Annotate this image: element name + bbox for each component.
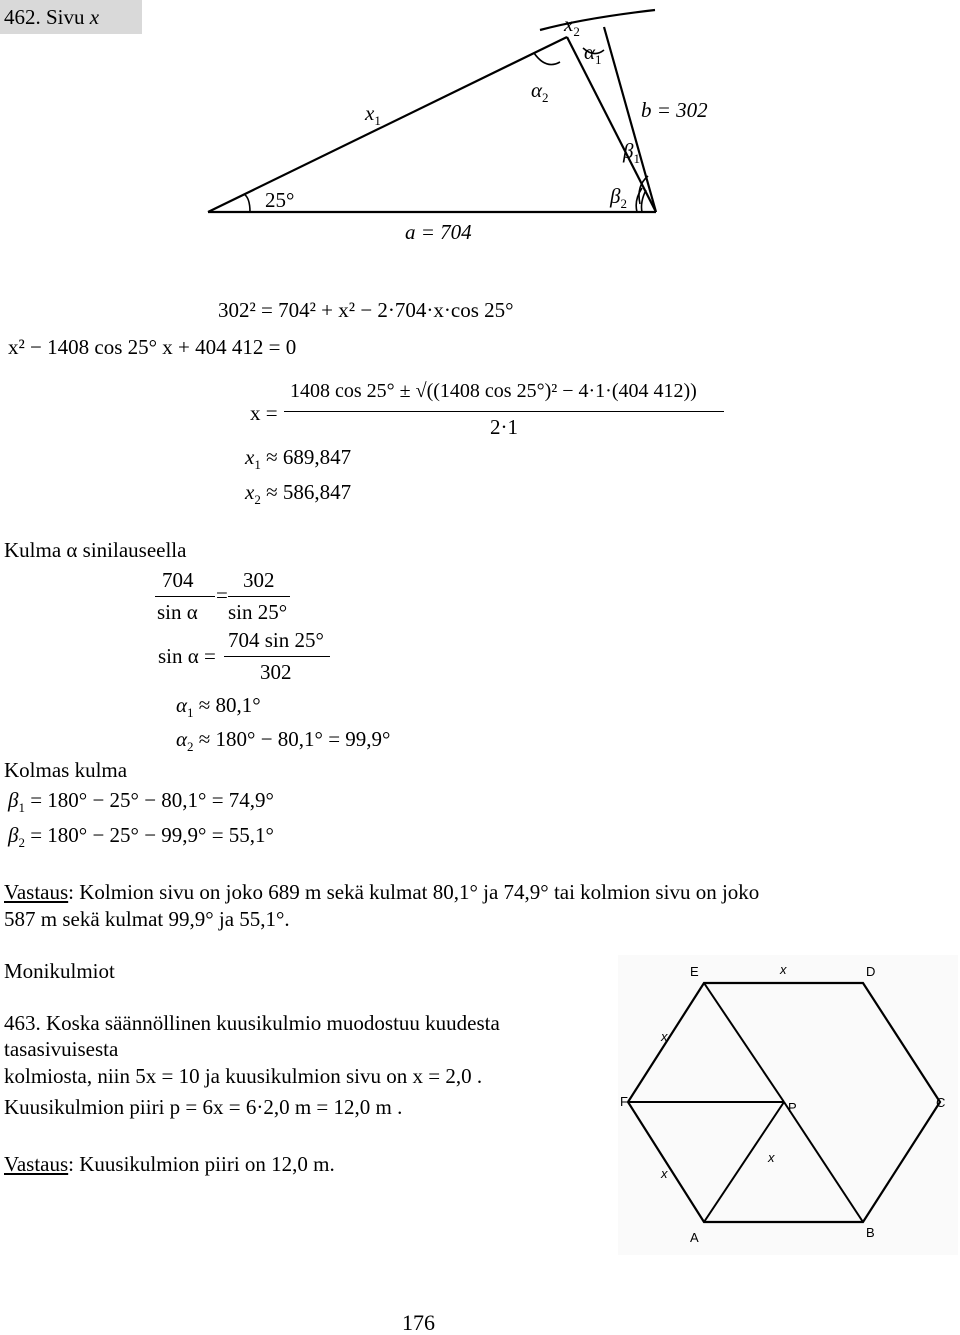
side-label-ed: x <box>780 962 787 977</box>
x-formula-denominator: 2·1 <box>490 415 518 439</box>
sin-alpha-numerator: 704 sin 25° <box>228 628 324 652</box>
alpha2-result: $\alpha_2 \approx 180^\circ - 80,1^\circ = 99,9^\circ$ <box>176 727 391 755</box>
label-x1: $x_1$ <box>365 101 381 129</box>
third-angle-heading: Kolmas kulma <box>4 758 128 782</box>
beta2-arc-2 <box>642 190 647 212</box>
vertex-f: F <box>620 1094 628 1109</box>
page-number: 176 <box>402 1310 435 1335</box>
side-label-fa: x <box>661 1166 668 1181</box>
segment-bp <box>784 1102 863 1222</box>
vertex-p: P <box>788 1100 797 1115</box>
sin-alpha-fraction-line <box>224 656 330 657</box>
sine-equals: = <box>216 583 228 607</box>
section-heading: Monikulmiot <box>4 959 115 983</box>
x-formula-lhs: x = <box>250 401 278 425</box>
label-alpha2: $\alpha_2$ <box>531 78 549 106</box>
quadratic-equation: x² − 1408 cos 25° x + 404 412 = 0 <box>8 335 297 359</box>
label-b: b = 302 <box>641 98 708 122</box>
label-beta2: $\beta_2$ <box>610 184 627 212</box>
label-beta1: $\beta_1$ <box>623 139 640 167</box>
side-label-pb: x <box>768 1150 775 1165</box>
problem463-line4: Kuusikulmion piiri p = 6x = 6·2,0 m = 12,0 m . <box>4 1095 403 1119</box>
vertex-c: C <box>936 1095 946 1110</box>
label-x2: $x_2$ <box>564 12 580 40</box>
beta2-result: $\beta_2 = 180^\circ - 25^\circ - 99,9^\circ = 55,1^\circ$ <box>8 823 274 851</box>
x2-result: $x_2 \approx 586,847$ <box>245 480 352 508</box>
cosine-law-equation: 302² = 704² + x² − 2·704·x·cos 25° <box>218 298 514 322</box>
sine-fraction2-line <box>228 596 290 597</box>
x-formula-numerator: 1408 cos 25° ± √((1408 cos 25°)² − 4·1·(404 412)) <box>290 380 697 402</box>
answer1-line1: Vastaus: Kolmion sivu on joko 689 m sekä kulmat 80,1° ja 74,9° tai kolmion sivu on joko <box>4 880 760 904</box>
sine-fraction2-denominator: sin 25° <box>228 600 288 624</box>
alpha2-arc <box>534 53 560 65</box>
sin-alpha-denominator: 302 <box>260 660 292 684</box>
answer1-line2: 587 m sekä kulmat 99,9° ja 55,1°. <box>4 907 290 931</box>
sine-fraction2-numerator: 302 <box>243 568 275 592</box>
segment-ep <box>704 983 784 1102</box>
beta1-result: $\beta_1 = 180^\circ - 25^\circ - 80,1^\circ = 74,9^\circ$ <box>8 788 274 816</box>
label-angle-25: 25° <box>265 188 295 212</box>
answer2: Vastaus: Kuusikulmion piiri on 12,0 m. <box>4 1152 335 1176</box>
side-label-ef: x <box>661 1029 668 1044</box>
problem463-line3: kolmiosta, niin 5x = 10 ja kuusikulmion sivu on x = 2,0 . <box>4 1064 483 1088</box>
problem463-line1: 463. Koska säännöllinen kuusikulmio muodostuu kuudesta <box>4 1011 500 1035</box>
x-formula-fraction-line <box>284 411 724 412</box>
sine-fraction1-line <box>155 596 215 597</box>
angle-25-arc <box>244 194 250 212</box>
alpha1-result: $\alpha_1 \approx 80,1^\circ$ <box>176 693 261 721</box>
triangle-figure <box>0 0 960 260</box>
circle-arc <box>540 10 655 30</box>
exercise-title: 462. Sivu x <box>4 5 100 29</box>
label-alpha1: $\alpha_1$ <box>584 40 602 68</box>
sine-fraction1-denominator: sin α <box>157 600 198 624</box>
sin-alpha-lhs: sin α = <box>158 644 216 668</box>
label-a: a = 704 <box>405 220 472 244</box>
hexagon-figure <box>618 955 958 1255</box>
problem463-line2: tasasivuisesta <box>4 1037 119 1061</box>
vertex-a: A <box>690 1230 699 1245</box>
vertex-b: B <box>866 1225 875 1240</box>
side-x <box>208 37 567 212</box>
vertex-d: D <box>866 964 876 979</box>
vertex-e: E <box>690 964 699 979</box>
sine-fraction1-numerator: 704 <box>162 568 194 592</box>
sine-section-heading: Kulma α sinilauseella <box>4 538 187 562</box>
x1-result: $x_1 \approx 689,847$ <box>245 445 352 473</box>
